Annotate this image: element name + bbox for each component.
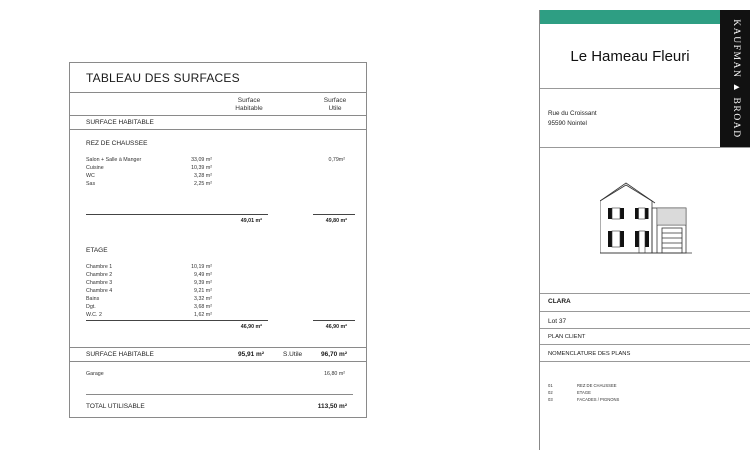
total-value: 113,50 m²: [317, 403, 347, 410]
room-name: Dgt.: [86, 304, 96, 310]
etage-total-habitable: 46,90 m²: [240, 324, 262, 330]
room-area: 10,39 m²: [191, 165, 212, 171]
subtotal-line: [86, 320, 268, 321]
divider: [70, 115, 366, 116]
divider: [540, 88, 720, 89]
rdc-total-utile: 49,80 m²: [325, 218, 347, 224]
total-line: [86, 394, 353, 395]
address-line: Rue du Croissant: [548, 110, 597, 117]
summary-utile: 96,70 m²: [320, 351, 347, 358]
plan-number: 03: [548, 397, 553, 402]
total-label: TOTAL UTILISABLE: [86, 403, 145, 410]
room-utile: 0,79m²: [328, 157, 345, 163]
subtotal-line: [86, 214, 268, 215]
summary-label: SURFACE HABITABLE: [86, 351, 154, 358]
divider: [540, 328, 750, 329]
col-utile-header: [310, 97, 360, 113]
model-name: CLARA: [548, 298, 571, 305]
room-name: Sas: [86, 181, 96, 187]
house-elevation-icon: [600, 181, 694, 257]
section-habitable-label: SURFACE HABITABLE: [86, 119, 154, 126]
room-name: Cuisine: [86, 165, 104, 171]
divider: [70, 129, 366, 130]
room-area: 2,25 m²: [194, 181, 212, 187]
divider: [70, 347, 366, 348]
garage-value: 16,80 m²: [324, 371, 345, 377]
plan-name: REZ DE CHAUSSEE: [577, 383, 617, 388]
summary-sutile-label: S.Utile: [283, 351, 303, 358]
room-area: 10,19 m²: [191, 264, 212, 270]
room-area: 1,62 m²: [194, 312, 212, 318]
room-area: 3,28 m²: [194, 173, 212, 179]
plan-name: ETAGE: [577, 390, 591, 395]
room-name: W.C. 2: [86, 312, 102, 318]
col-utile-line2: Utile: [328, 105, 342, 112]
room-name: Salon + Salle à Manger: [86, 157, 142, 163]
brand-logo: [720, 10, 750, 147]
divider: [70, 361, 366, 362]
room-area: 33,09 m²: [191, 157, 212, 163]
room-area: 9,21 m²: [194, 288, 212, 294]
col-habitable-header: [224, 97, 274, 113]
room-name: Bains: [86, 296, 100, 302]
rdc-heading: REZ DE CHAUSSEE: [86, 140, 148, 147]
room-area: 3,32 m²: [194, 296, 212, 302]
surfaces-table: [69, 62, 367, 418]
plan-number: 01: [548, 383, 553, 388]
room-name: Chambre 3: [86, 280, 113, 286]
subtotal-line: [313, 320, 355, 321]
divider: [540, 311, 750, 312]
plan-name: FACADES / PIGNONS: [577, 397, 620, 402]
summary-habitable: 95,91 m²: [237, 351, 264, 358]
col-habitable-line1: Surface: [237, 97, 261, 104]
accent-band: [540, 10, 720, 24]
brand-name: KAUFMAN ▲ BROAD: [730, 18, 741, 139]
nomenclature-heading: NOMENCLATURE DES PLANS: [548, 351, 631, 357]
plan-number: 02: [548, 390, 553, 395]
room-area: 3,68 m²: [194, 304, 212, 310]
plan-client-label: PLAN CLIENT: [548, 334, 586, 340]
divider: [540, 293, 750, 294]
room-name: Chambre 4: [86, 288, 113, 294]
title-block: [539, 10, 750, 450]
address-line: 95590 Nointel: [548, 119, 587, 127]
garage-label: Garage: [86, 371, 104, 377]
divider: [540, 344, 750, 345]
divider: [540, 147, 750, 148]
room-name: WC: [86, 173, 95, 179]
col-habitable-line2: Habitable: [235, 105, 263, 112]
room-name: Chambre 1: [86, 264, 113, 270]
lot-number: Lot 37: [548, 318, 567, 325]
subtotal-line: [313, 214, 355, 215]
address: [548, 109, 597, 128]
room-name: Chambre 2: [86, 272, 113, 278]
project-title: Le Hameau Fleuri: [570, 48, 690, 65]
col-utile-line1: Surface: [323, 97, 347, 104]
rdc-total-habitable: 49,01 m²: [240, 218, 262, 224]
table-title: TABLEAU DES SURFACES: [86, 71, 240, 85]
etage-heading: ETAGE: [86, 247, 108, 254]
divider: [540, 361, 750, 362]
divider: [70, 92, 366, 93]
room-area: 9,39 m²: [194, 280, 212, 286]
etage-total-utile: 46,90 m²: [325, 324, 347, 330]
room-area: 9,49 m²: [194, 272, 212, 278]
